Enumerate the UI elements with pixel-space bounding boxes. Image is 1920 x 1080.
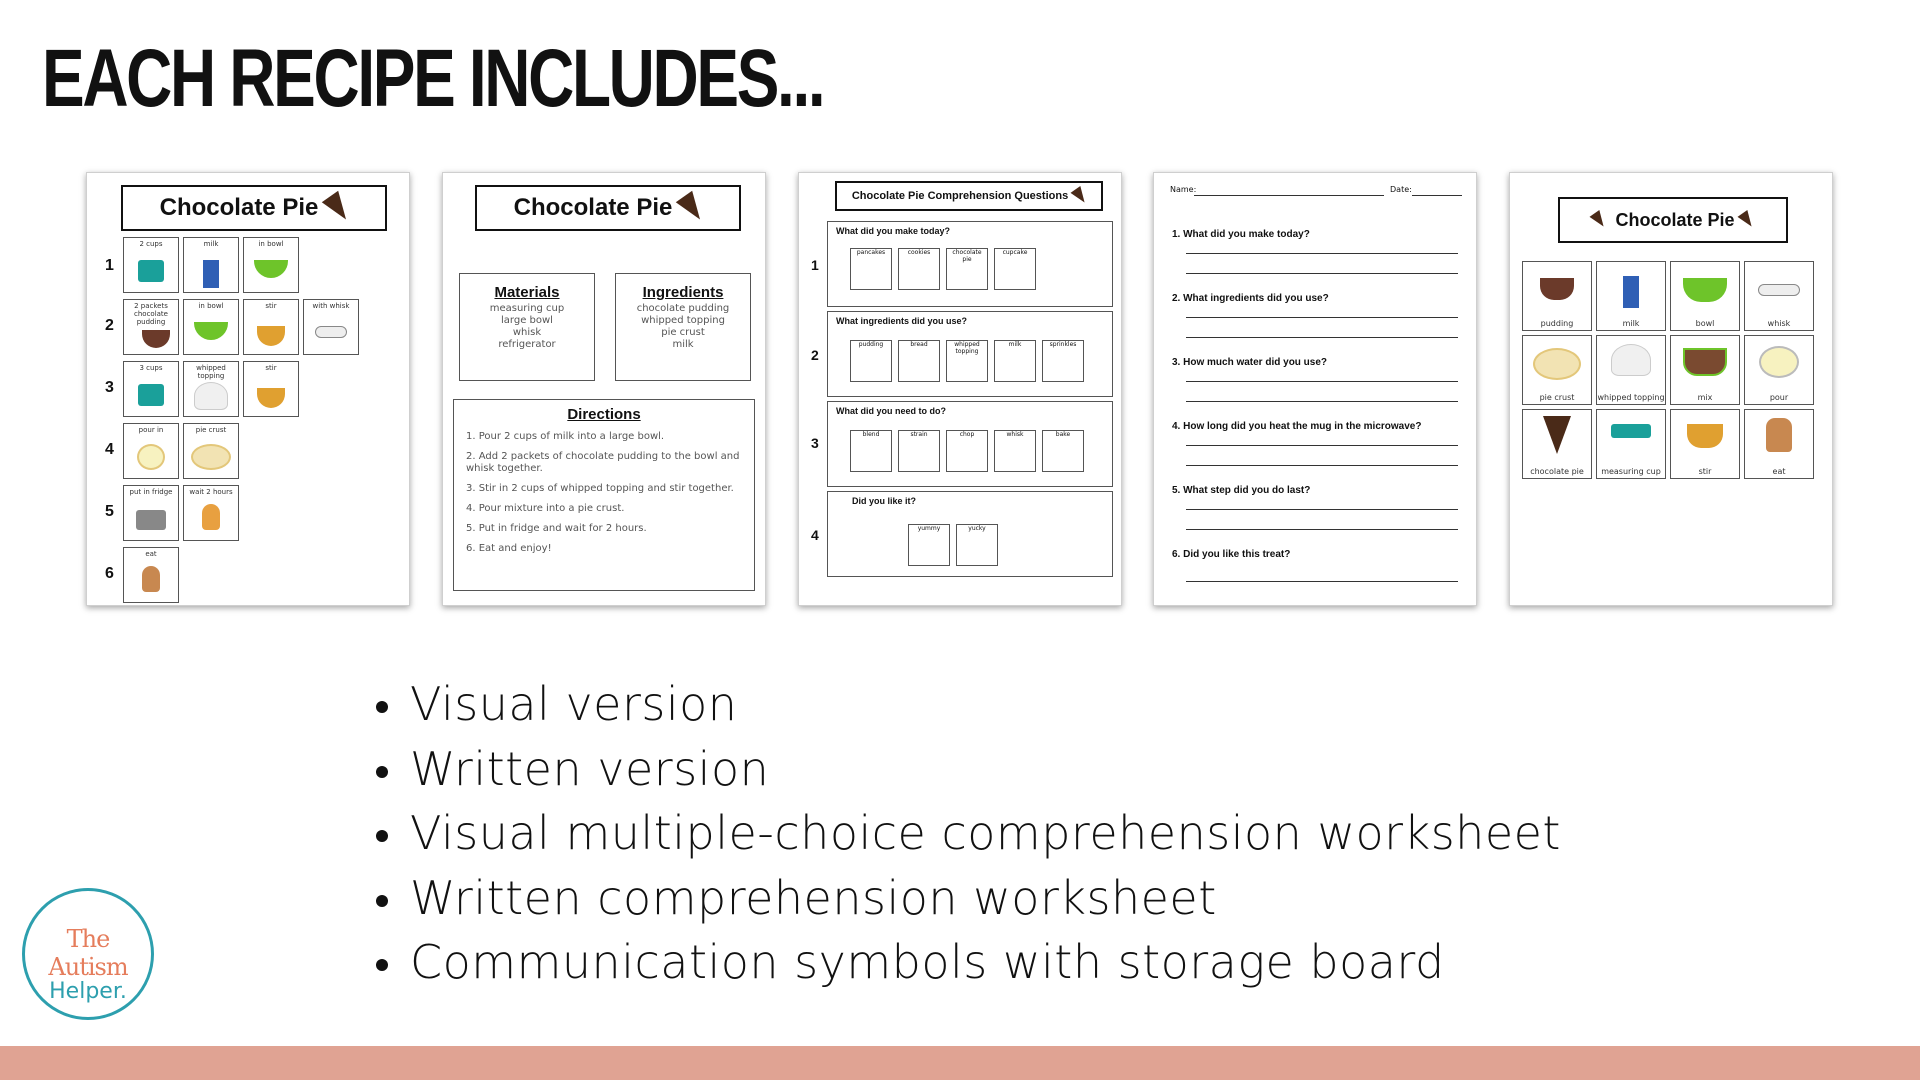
logo-text-line2: Helper. — [49, 979, 127, 1004]
symbol-label: eat — [145, 550, 157, 558]
name-label: Name: — [1170, 185, 1197, 194]
direction-step: 2. Add 2 packets of chocolate pudding to the bowl and whisk together. — [466, 451, 740, 474]
symbol-card: stir — [1670, 409, 1740, 479]
written-recipe-page — [442, 172, 766, 606]
written-worksheet-page — [1153, 172, 1477, 606]
symbol-card: measuring cup — [1596, 409, 1666, 479]
recipe-title-box — [121, 185, 387, 231]
answer-option: chocolate pie — [946, 248, 988, 290]
question-box — [827, 221, 1113, 307]
answer-line — [1186, 445, 1458, 446]
feature-item: Written version — [370, 737, 1561, 802]
pie-crust-icon — [191, 444, 231, 470]
symbol-label: milk — [203, 240, 219, 248]
step-symbol — [243, 299, 299, 355]
step-symbol — [123, 237, 179, 293]
direction-step: 3. Stir in 2 cups of whipped topping and stir together. — [466, 483, 734, 494]
answer-option: cookies — [898, 248, 940, 290]
date-label: Date: — [1390, 185, 1412, 194]
symbol-label: pie crust — [195, 426, 227, 434]
step-number: 5 — [105, 503, 114, 520]
answer-option: yummy — [908, 524, 950, 566]
answer-line — [1186, 529, 1458, 530]
stir-icon — [257, 326, 285, 346]
symbols-board-page — [1509, 172, 1833, 606]
step-symbol — [243, 237, 299, 293]
stir-icon — [257, 388, 285, 408]
written-question: 2. What ingredients did you use? — [1172, 293, 1329, 304]
answer-option: cupcake — [994, 248, 1036, 290]
answer-line — [1186, 317, 1458, 318]
autism-helper-logo — [22, 888, 154, 1020]
symbol-card: bowl — [1670, 261, 1740, 331]
stir-icon — [1687, 424, 1723, 448]
symbol-card: pie crust — [1522, 335, 1592, 405]
step-symbol — [183, 237, 239, 293]
step-number: 2 — [105, 317, 114, 334]
page-title: EACH RECIPE INCLUDES... — [42, 33, 824, 124]
symbol-card: milk — [1596, 261, 1666, 331]
question-text: What did you make today? — [836, 226, 951, 236]
material-item: refrigerator — [498, 339, 556, 350]
materials-section — [459, 273, 595, 381]
answer-option: bake — [1042, 430, 1084, 472]
worksheet-title: Chocolate Pie Comprehension Questions — [851, 190, 1069, 202]
question-box — [827, 401, 1113, 487]
bowl-icon — [254, 260, 288, 278]
step-symbol — [123, 423, 179, 479]
person-eating-icon — [142, 566, 160, 592]
ingredient-item: pie crust — [661, 327, 705, 338]
pie-slice-icon — [1590, 210, 1609, 230]
feature-item: Communication symbols with storage board — [370, 930, 1561, 995]
feature-item: Written comprehension worksheet — [370, 866, 1561, 931]
answer-line — [1186, 581, 1458, 582]
step-symbol — [303, 299, 359, 355]
material-item: measuring cup — [489, 303, 565, 314]
symbol-label: in bowl — [198, 302, 224, 310]
step-symbol — [183, 299, 239, 355]
direction-step: 6. Eat and enjoy! — [466, 543, 552, 554]
written-question: 1. What did you make today? — [1172, 229, 1310, 240]
answer-option: whipped topping — [946, 340, 988, 382]
step-symbol — [123, 547, 179, 603]
step-symbol — [183, 361, 239, 417]
direction-step: 5. Put in fridge and wait for 2 hours. — [466, 523, 647, 534]
symbol-card: whipped topping — [1596, 335, 1666, 405]
measuring-cup-icon — [138, 384, 164, 406]
recipe-title: Chocolate Pie — [513, 194, 673, 221]
answer-option: strain — [898, 430, 940, 472]
milk-icon — [1623, 270, 1639, 308]
pie-slice-icon — [1737, 210, 1756, 230]
material-item: whisk — [512, 327, 542, 338]
bullet-icon — [376, 959, 388, 971]
symbol-label: in bowl — [258, 240, 284, 248]
pudding-icon — [142, 330, 170, 348]
worksheet-title-box — [835, 181, 1103, 211]
recipe-title: Chocolate Pie — [159, 194, 319, 221]
answer-option: bread — [898, 340, 940, 382]
step-number: 4 — [105, 441, 114, 458]
question-box — [827, 491, 1113, 577]
pour-icon — [137, 444, 165, 470]
features-list — [370, 672, 1561, 995]
recipe-title-box — [475, 185, 741, 231]
written-question: 6. Did you like this treat? — [1172, 549, 1291, 560]
answer-option: pudding — [850, 340, 892, 382]
bullet-icon — [376, 830, 388, 842]
symbol-card: mix — [1670, 335, 1740, 405]
answer-line — [1186, 509, 1458, 510]
bullet-icon — [376, 895, 388, 907]
ingredients-heading: Ingredients — [642, 284, 724, 301]
symbol-card: whisk — [1744, 261, 1814, 331]
pie-crust-icon — [1533, 348, 1581, 380]
answer-line — [1186, 381, 1458, 382]
recipe-title: Chocolate Pie — [1615, 209, 1735, 230]
visual-recipe-page — [86, 172, 410, 606]
name-line — [1194, 195, 1384, 196]
direction-step: 1. Pour 2 cups of milk into a large bowl. — [466, 431, 665, 442]
question-number: 2 — [811, 347, 819, 363]
bowl-icon — [1683, 278, 1727, 302]
step-number: 1 — [105, 257, 114, 274]
symbol-card: pudding — [1522, 261, 1592, 331]
symbol-card: eat — [1744, 409, 1814, 479]
ingredient-item: whipped topping — [641, 315, 725, 326]
symbol-label: 3 cups — [139, 364, 163, 372]
question-box — [827, 311, 1113, 397]
directions-section — [453, 399, 755, 591]
question-number: 1 — [811, 257, 819, 273]
symbol-label: whipped topping — [196, 364, 226, 380]
fridge-icon — [136, 510, 166, 530]
symbol-label: with whisk — [312, 302, 350, 310]
question-number: 3 — [811, 435, 819, 451]
step-symbol — [123, 361, 179, 417]
symbol-label: wait 2 hours — [189, 488, 233, 496]
direction-step: 4. Pour mixture into a pie crust. — [466, 503, 625, 514]
pie-slice-icon — [676, 191, 708, 225]
mix-icon — [1683, 348, 1727, 376]
pudding-icon — [1540, 278, 1574, 300]
step-symbol — [123, 299, 179, 355]
ingredients-section — [615, 273, 751, 381]
recipe-title-box — [1558, 197, 1788, 243]
question-text: What ingredients did you use? — [836, 316, 968, 326]
written-question: 5. What step did you do last? — [1172, 485, 1311, 496]
symbol-card: chocolate pie — [1522, 409, 1592, 479]
whisk-icon — [315, 326, 347, 338]
answer-line — [1186, 253, 1458, 254]
logo-text-line1: The Autism — [48, 925, 128, 981]
answer-option: blend — [850, 430, 892, 472]
whipped-topping-icon — [194, 382, 228, 410]
footer-accent-bar — [0, 1046, 1920, 1080]
step-number: 6 — [105, 565, 114, 582]
answer-option: whisk — [994, 430, 1036, 472]
symbol-label: put in fridge — [129, 488, 173, 496]
symbol-card: pour — [1744, 335, 1814, 405]
step-symbol — [183, 485, 239, 541]
symbol-label: stir — [265, 364, 277, 372]
person-eating-icon — [1766, 418, 1792, 452]
symbol-label: pour in — [138, 426, 164, 434]
written-question: 4. How long did you heat the mug in the microwave? — [1172, 421, 1422, 432]
bowl-icon — [194, 322, 228, 340]
step-symbol — [183, 423, 239, 479]
question-number: 4 — [811, 527, 819, 543]
written-question: 3. How much water did you use? — [1172, 357, 1328, 368]
whisk-icon — [1758, 284, 1800, 296]
date-line — [1412, 195, 1462, 196]
answer-option: milk — [994, 340, 1036, 382]
step-number: 3 — [105, 379, 114, 396]
symbol-label: 2 packets chocolate pudding — [134, 302, 168, 326]
answer-option: pancakes — [850, 248, 892, 290]
answer-line — [1186, 273, 1458, 274]
visual-worksheet-page — [798, 172, 1122, 606]
pour-icon — [1759, 346, 1799, 378]
answer-option: sprinkles — [1042, 340, 1084, 382]
answer-line — [1186, 337, 1458, 338]
answer-option: yucky — [956, 524, 998, 566]
answer-line — [1186, 465, 1458, 466]
materials-heading: Materials — [494, 284, 560, 301]
answer-option: chop — [946, 430, 988, 472]
ingredient-item: chocolate pudding — [636, 303, 730, 314]
measuring-cup-icon — [138, 260, 164, 282]
pie-slice-icon — [322, 191, 354, 225]
material-item: large bowl — [501, 315, 553, 326]
step-symbol — [243, 361, 299, 417]
worksheet-previews — [86, 172, 1836, 604]
step-symbol — [123, 485, 179, 541]
chocolate-pie-icon — [1543, 416, 1571, 454]
question-text: What did you need to do? — [836, 406, 946, 416]
measuring-cup-icon — [1611, 424, 1651, 438]
whipped-topping-icon — [1611, 344, 1651, 376]
feature-item: Visual version — [370, 672, 1561, 737]
symbol-label: stir — [265, 302, 277, 310]
directions-heading: Directions — [567, 406, 641, 423]
milk-icon — [203, 254, 219, 288]
bullet-icon — [376, 701, 388, 713]
bullet-icon — [376, 766, 388, 778]
ingredient-item: milk — [672, 339, 694, 350]
person-waiting-icon — [202, 504, 220, 530]
pie-slice-icon — [1071, 186, 1090, 206]
symbol-label: 2 cups — [139, 240, 163, 248]
answer-line — [1186, 401, 1458, 402]
feature-item: Visual multiple-choice comprehension worksheet — [370, 801, 1561, 866]
question-text: Did you like it? — [852, 496, 917, 506]
